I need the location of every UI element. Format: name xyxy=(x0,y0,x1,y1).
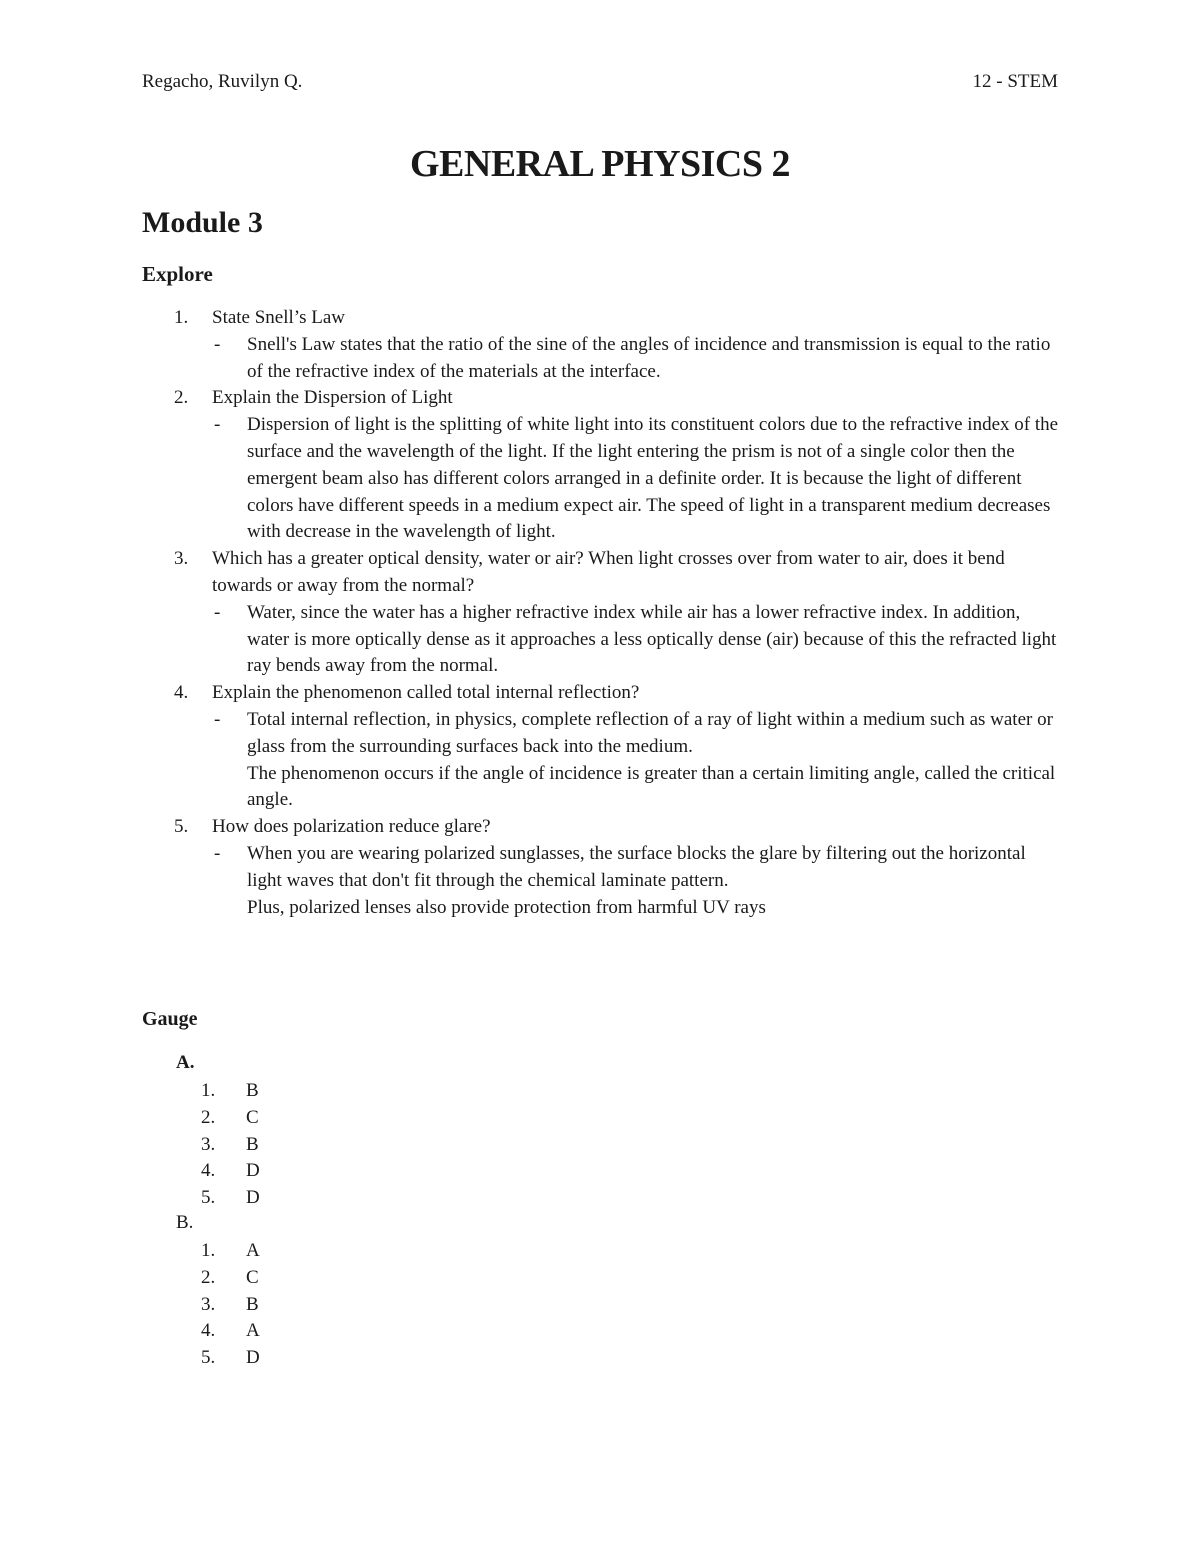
answer-text: Dispersion of light is the splitting of white light into its constituent colors due to the refractive index of the surface and the wavelength of the light. If the light entering the prism is not of a single color then the emergent beam also has different colors arranged in a definite order. It is because the light of different colors have different speeds in a medium expect air. The speed of light in a transparent medium decreases with decrease in the wavelength of light. xyxy=(247,414,1059,543)
question-text: How does polarization reduce glare? xyxy=(212,816,491,838)
answer-text: Total internal reflection, in physics, complete reflection of a ray of light within a medium such as water or glass from the surrounding surfaces back into the medium. xyxy=(247,708,1053,757)
dash-bullet: - xyxy=(214,708,221,730)
question-text: Explain the phenomenon called total internal reflection? xyxy=(212,682,640,704)
question-text: State Snell’s Law xyxy=(212,307,345,328)
answer-item xyxy=(142,412,1062,546)
answer-item xyxy=(142,332,1062,386)
answer-number: 5. xyxy=(201,1347,216,1369)
answer-number: 4. xyxy=(201,1320,216,1342)
answer-letter: D xyxy=(246,1347,260,1369)
answer-extra-text: The phenomenon occurs if the angle of incidence is greater than a certain limiting angle, called the critical angle. xyxy=(247,762,1056,811)
question-item xyxy=(142,814,1062,841)
answer-text: Snell's Law states that the ratio of the sine of the angles of incidence and transmission is equal to the ratio of the refractive index of the materials at the interface. xyxy=(247,333,1051,382)
answer-number: 2. xyxy=(201,1106,216,1128)
answer-number: 3. xyxy=(201,1293,216,1315)
grade-section: 12 - STEM xyxy=(972,71,1058,92)
question-item xyxy=(142,546,1062,600)
answer-letter: B xyxy=(246,1133,259,1155)
question-number: 5. xyxy=(174,816,189,838)
answer-item xyxy=(142,707,1062,814)
explore-question-list xyxy=(142,305,1062,921)
question-item xyxy=(142,305,1062,332)
answer-item xyxy=(142,600,1062,680)
answer-letter: C xyxy=(246,1106,259,1128)
question-item xyxy=(142,385,1062,412)
answer-letter: B xyxy=(246,1293,259,1315)
section-a-label: A. xyxy=(176,1052,195,1073)
module-heading: Module 3 xyxy=(142,206,263,239)
question-item xyxy=(142,680,1062,707)
answer-number: 5. xyxy=(201,1187,216,1209)
answer-letter: B xyxy=(246,1080,259,1101)
question-number: 2. xyxy=(174,387,189,409)
answer-letter: A xyxy=(246,1320,260,1342)
answer-number: 2. xyxy=(201,1266,216,1288)
question-number: 1. xyxy=(174,307,189,328)
question-text: Which has a greater optical density, water or air? When light crosses over from water to air, does it bend towards or away from the normal? xyxy=(212,548,1005,596)
answer-letter: A xyxy=(246,1240,260,1261)
dash-bullet: - xyxy=(214,601,221,623)
answer-number: 1. xyxy=(201,1240,216,1261)
question-number: 3. xyxy=(174,548,189,570)
student-name: Regacho, Ruvilyn Q. xyxy=(142,71,303,92)
answer-letter: C xyxy=(246,1266,259,1288)
dash-bullet: - xyxy=(214,414,221,436)
dash-bullet: - xyxy=(214,333,221,355)
dash-bullet: - xyxy=(214,842,221,864)
gauge-heading: Gauge xyxy=(142,1008,198,1030)
answer-text: When you are wearing polarized sunglasses, the surface blocks the glare by filtering out the horizontal light waves that don't fit through the chemical laminate pattern. xyxy=(247,842,1026,891)
answer-number: 3. xyxy=(201,1133,216,1155)
answer-extra-text: Plus, polarized lenses also provide protection from harmful UV rays xyxy=(247,896,766,918)
answer-number: 4. xyxy=(201,1160,216,1182)
answer-letter: D xyxy=(246,1187,260,1209)
answer-text: Water, since the water has a higher refractive index while air has a lower refractive index. In addition, water is more optically dense as it approaches a less optically dense (air) because of this the refracted light ray bends away from the normal. xyxy=(247,601,1057,677)
document-title: GENERAL PHYSICS 2 xyxy=(409,143,791,185)
question-number: 4. xyxy=(174,682,189,704)
answer-number: 1. xyxy=(201,1080,216,1101)
answer-item xyxy=(142,841,1062,921)
explore-heading: Explore xyxy=(142,262,213,286)
answer-letter: D xyxy=(246,1160,260,1182)
question-text: Explain the Dispersion of Light xyxy=(212,387,453,409)
section-b-label: B. xyxy=(176,1212,194,1233)
